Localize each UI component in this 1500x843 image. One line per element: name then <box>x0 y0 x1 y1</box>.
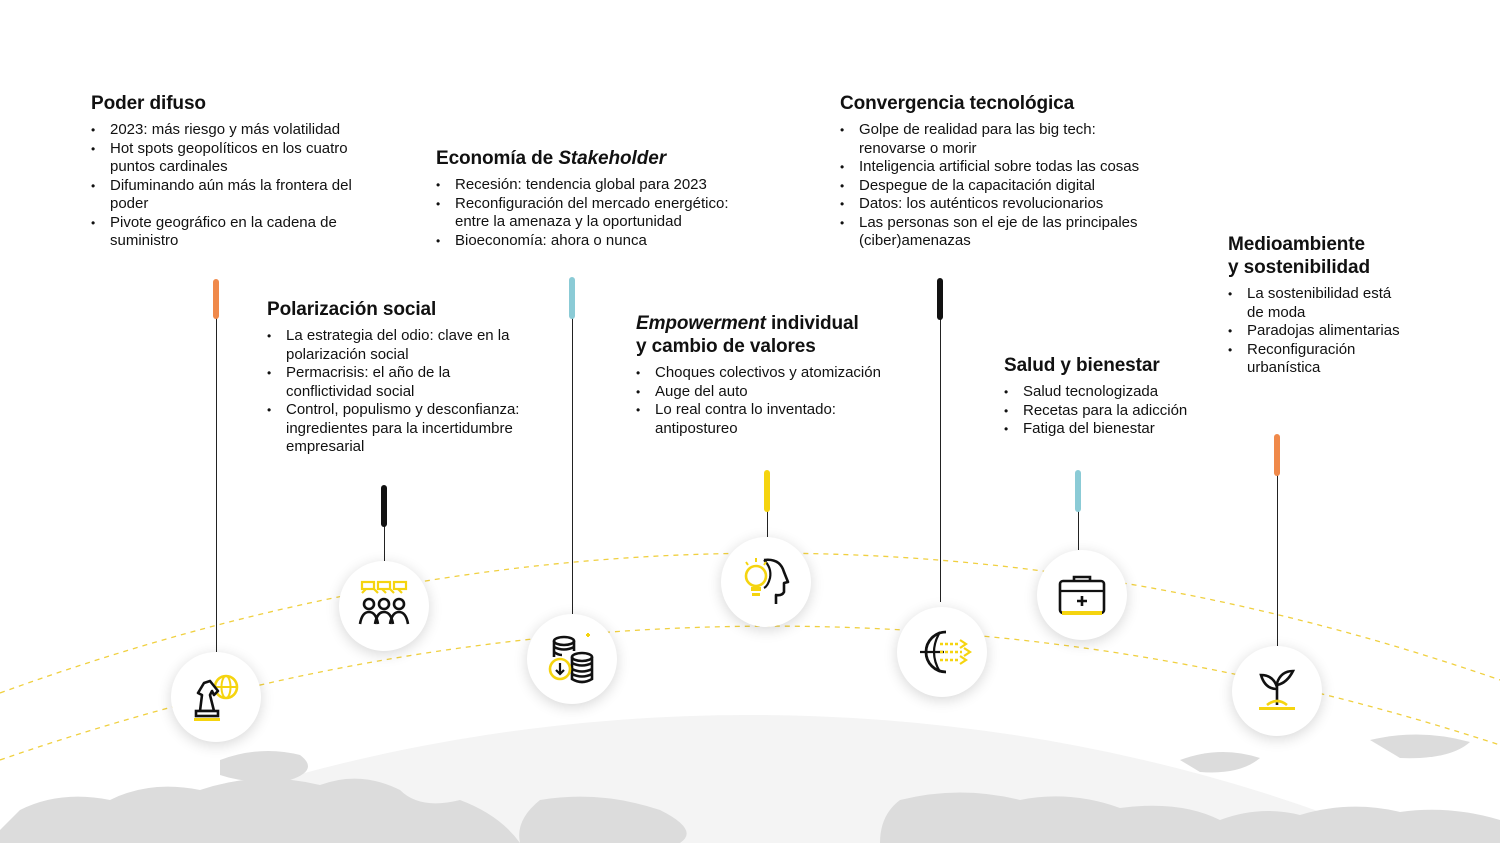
section-convergencia-tecnologica <box>840 92 1160 251</box>
coins-stack-icon <box>540 627 604 691</box>
section-title: Empowerment individual y cambio de valores <box>636 313 859 357</box>
bullet-item: • Recesión: tendencia global para 2023 <box>436 176 756 195</box>
bullet-item: • La sostenibilidad está de moda <box>1228 285 1403 322</box>
bullet-list <box>1004 383 1194 439</box>
bullet-list <box>1228 285 1403 378</box>
bullet-item: • Salud tecnologizada <box>1004 383 1194 402</box>
bullet-item: • Control, populismo y desconfianza: ingredientes para la incertidumbre empresarial <box>267 401 532 457</box>
section-title: Economía de Stakeholder <box>436 148 666 169</box>
bullet-item: • Reconfiguración del mercado energético: entre la amenaza y la oportunidad <box>436 195 756 232</box>
bullet-item: • Choques colectivos y atomización <box>636 364 891 383</box>
section-title: Polarización social <box>267 299 437 320</box>
bullet-list <box>91 121 366 251</box>
bullet-item: • 2023: más riesgo y más volatilidad <box>91 121 366 140</box>
bullet-item: • Fatiga del bienestar <box>1004 420 1194 439</box>
tick-polarizacion-social <box>381 485 387 527</box>
section-title: Poder difuso <box>91 93 206 114</box>
tick-salud-bienestar <box>1075 470 1081 512</box>
node-salud-bienestar <box>1037 550 1127 640</box>
bullet-item: • Las personas son el eje de las principales (ciber)amenazas <box>840 214 1160 251</box>
section-salud-bienestar <box>1004 354 1194 439</box>
node-medioambiente <box>1232 646 1322 736</box>
tick-empowerment <box>764 470 770 512</box>
section-empowerment <box>636 312 891 438</box>
node-empowerment <box>721 537 811 627</box>
bullet-item: • Despegue de la capacitación digital <box>840 177 1160 196</box>
bullet-item: • Recetas para la adicción <box>1004 402 1194 421</box>
people-group-icon <box>352 574 416 638</box>
section-economia-stakeholder <box>436 147 756 250</box>
stem-polarizacion-social <box>384 525 385 561</box>
bullet-item: • Auge del auto <box>636 383 891 402</box>
bullet-list <box>267 327 532 457</box>
bullet-item: • Golpe de realidad para las big tech: renovarse o morir <box>840 121 1160 158</box>
plant-sprout-icon <box>1245 659 1309 723</box>
tick-economia-stakeholder <box>569 277 575 319</box>
stem-poder-difuso <box>216 318 217 652</box>
node-convergencia-tecnologica <box>897 607 987 697</box>
bullet-item: • Bioeconomía: ahora o nunca <box>436 232 756 251</box>
bullet-item: • Difuminando aún más la frontera del poder <box>91 177 366 214</box>
tick-poder-difuso <box>213 279 219 319</box>
section-polarizacion-social <box>267 298 532 457</box>
stem-salud-bienestar <box>1078 510 1079 550</box>
bullet-item: • Pivote geográfico en la cadena de suministro <box>91 214 366 251</box>
tick-medioambiente <box>1274 434 1280 476</box>
section-medioambiente <box>1228 233 1403 378</box>
stem-empowerment <box>767 510 768 537</box>
bullet-item: • Reconfiguración urbanística <box>1228 341 1403 378</box>
bullet-list <box>636 364 891 438</box>
node-poder-difuso <box>171 652 261 742</box>
bullet-item: • Lo real contra lo inventado: antipostureo <box>636 401 891 438</box>
bullet-item: • La estrategia del odio: clave en la polarización social <box>267 327 532 364</box>
section-poder-difuso <box>91 92 366 251</box>
bullet-item: • Datos: los auténticos revolucionarios <box>840 195 1160 214</box>
node-polarizacion-social <box>339 561 429 651</box>
section-title: Salud y bienestar <box>1004 355 1160 376</box>
section-title: Medioambiente y sostenibilidad <box>1228 234 1370 278</box>
tick-convergencia-tecnologica <box>937 278 943 320</box>
bullet-item: • Paradojas alimentarias <box>1228 322 1403 341</box>
bullet-item: • Hot spots geopolíticos en los cuatro puntos cardinales <box>91 140 366 177</box>
bullet-item: • Inteligencia artificial sobre todas las cosas <box>840 158 1160 177</box>
chess-knight-globe-icon <box>184 665 248 729</box>
bullet-list <box>436 176 756 250</box>
stem-convergencia-tecnologica <box>940 318 941 602</box>
stem-medioambiente <box>1277 474 1278 646</box>
stem-economia-stakeholder <box>572 318 573 614</box>
head-lightbulb-icon <box>734 550 798 614</box>
bullet-list <box>840 121 1160 251</box>
first-aid-kit-icon <box>1050 563 1114 627</box>
node-economia-stakeholder <box>527 614 617 704</box>
digital-globe-icon <box>910 620 974 684</box>
section-title: Convergencia tecnológica <box>840 93 1075 114</box>
bullet-item: • Permacrisis: el año de la conflictividad social <box>267 364 532 401</box>
